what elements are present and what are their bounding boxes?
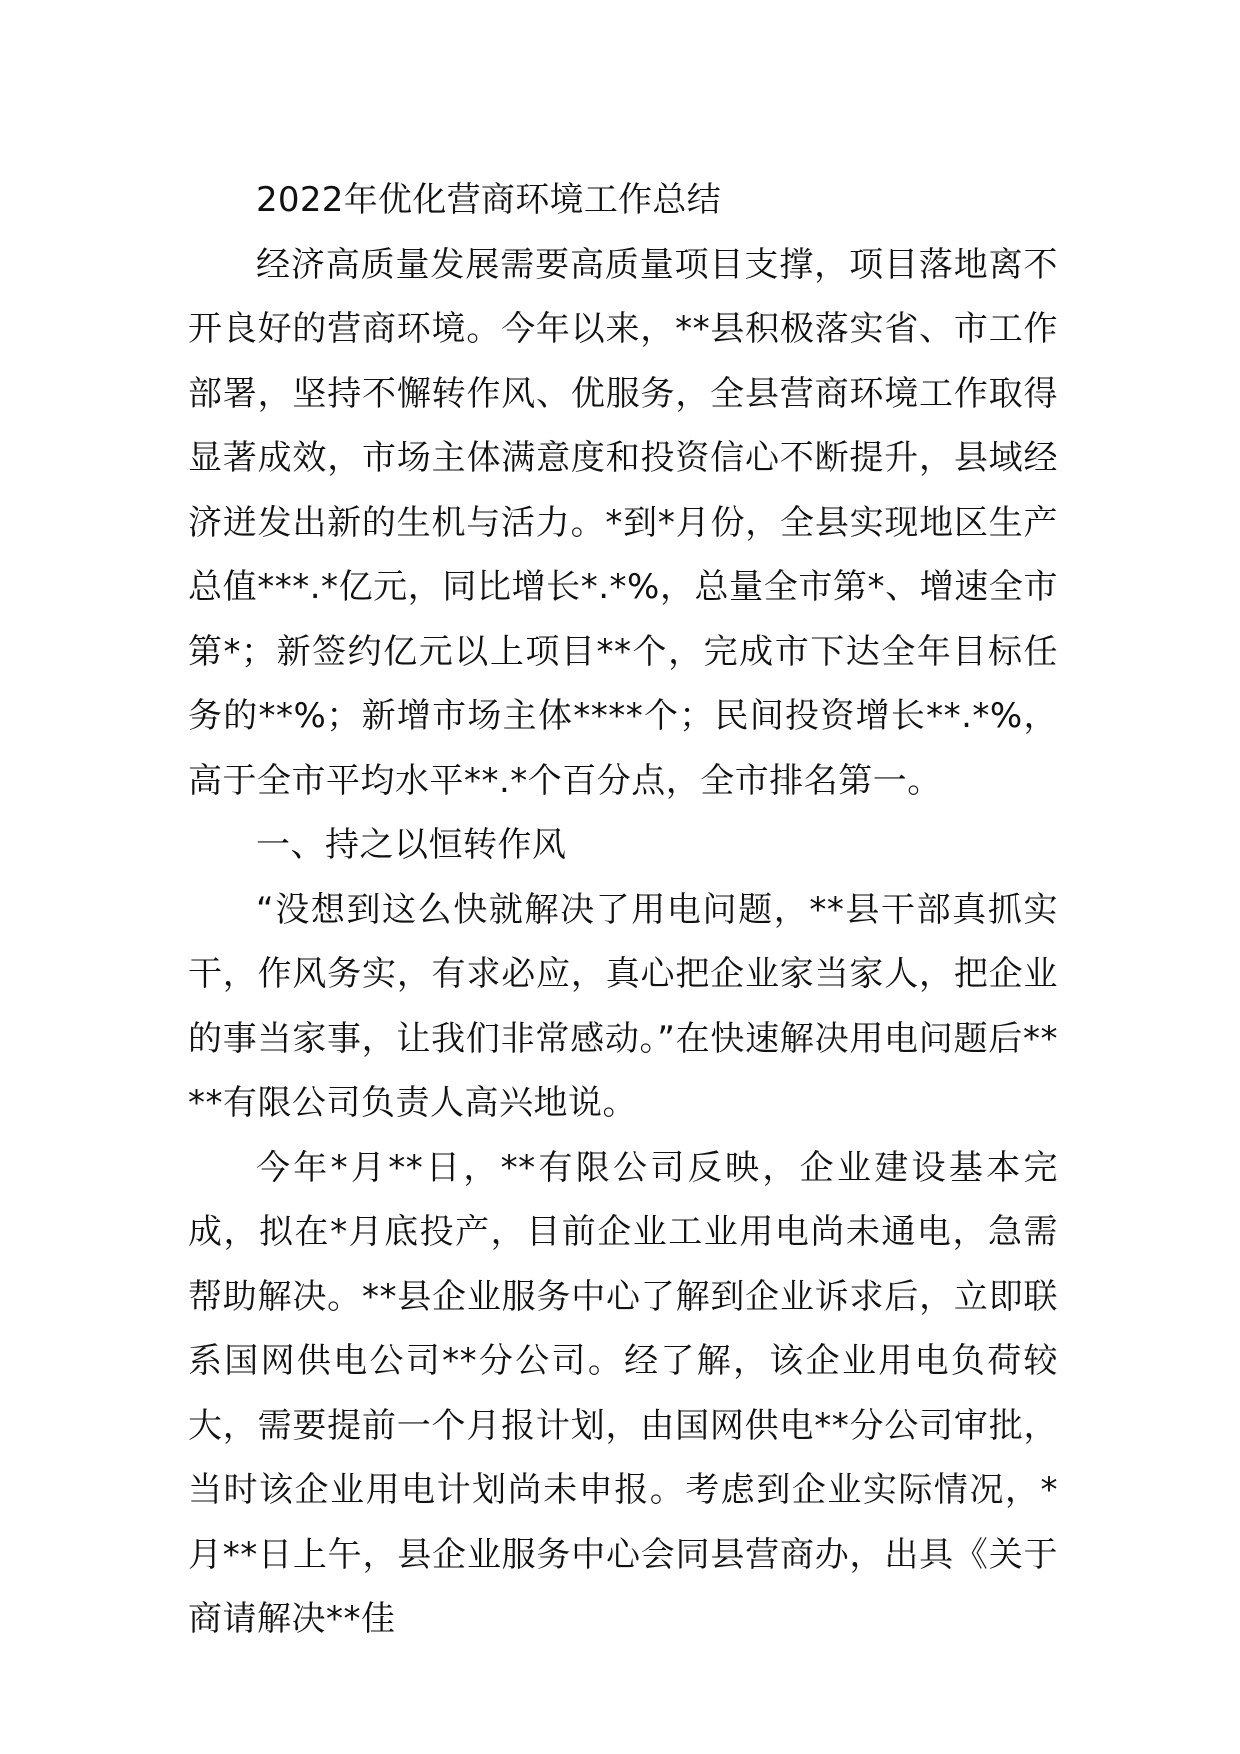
paragraph-case: 今年*月**日，**有限公司反映，企业建设基本完成，拟在*月底投产，目前企业工业用电尚未通电，急需帮助解决。**县企业服务中心了解到企业诉求后，立即联系国网供电公司**分公司。经了解，该企业用电负荷较大，需要提前一个月报计划，由国网供电**分公司审批，当时该企业用电计划尚未申报。考虑到企业实际情况，*月**日上午，县企业服务中心会同县营商办，出具《关于商请解决**佳 [188,1147,1058,1639]
paragraph-intro: 经济高质量发展需要高质量项目支撑，项目落地离不开良好的营商环境。今年以来，**县积极落实省、市工作部署，坚持不懈转作风、优服务，全县营商环境工作取得显著成效，市场主体满意度和投资信心不断提升，县域经济迸发出新的生机与活力。*到*月份，全县实现地区生产总值***.*亿元，同比增长*.*%，总量全市第*、增速全市第*；新签约亿元以上项目**个，完成市下达全年目标任务的**%；新增市场主体****个；民间投资增长**.*%，高于全市平均水平**.*个百分点，全市排名第一。 [188,244,1058,801]
paragraph-quote: “没想到这么快就解决了用电问题，**县干部真抓实干，作风务实，有求必应，真心把企业家当家人，把企业的事当家事，让我们非常感动。”在快速解决用电问题后****有限公司负责人高兴地说。 [188,889,1058,1123]
document-title: 2022年优化营商环境工作总结 [256,180,722,220]
section-heading-1: 一、持之以恒转作风 [256,825,567,865]
document-body [188,168,1058,1652]
